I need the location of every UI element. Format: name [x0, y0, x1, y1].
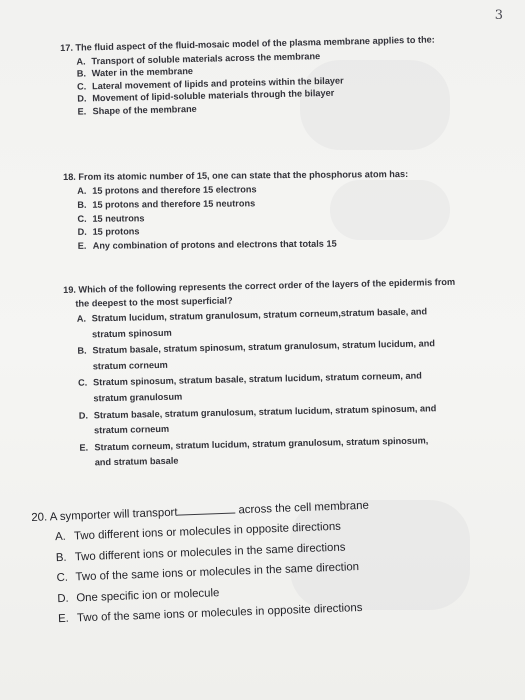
- option-letter: D.: [77, 227, 87, 238]
- answer-option: [78, 237, 444, 254]
- option-letter: B.: [55, 551, 67, 564]
- option-text: Movement of lipid-soluble materials through the bilayer: [92, 88, 335, 104]
- option-text: Stratum basale, stratum granulosum, stratum lucidum, stratum spinosum, and stratum corneum: [93, 402, 437, 436]
- option-text: Two different ions or molecules in opposite directions: [73, 520, 342, 543]
- question-stem-end: across the cell membrane: [238, 499, 370, 517]
- option-letter: B.: [76, 68, 87, 80]
- option-letter: D.: [77, 93, 87, 104]
- question-17: [60, 32, 462, 118]
- page-number: 3: [494, 8, 503, 23]
- option-text: One specific ion or molecule: [76, 586, 220, 604]
- option-letter: D.: [78, 410, 89, 421]
- answer-option: [79, 432, 467, 471]
- option-letter: C.: [77, 213, 87, 224]
- option-letter: B.: [77, 345, 87, 356]
- option-letter: A.: [76, 56, 86, 67]
- question-stem-continued: the deepest to the most superficial?: [75, 295, 233, 309]
- option-text: Stratum corneum, stratum lucidum, stratum granulosum, stratum spinosum, and stratum basale: [94, 435, 429, 468]
- option-letter: B.: [77, 199, 87, 210]
- fill-in-blank: [177, 503, 235, 516]
- option-text: Two of the same ions or molecules in the same direction: [75, 561, 360, 584]
- option-text: 15 protons: [92, 226, 140, 238]
- option-text: 15 protons and therefore 15 electrons: [92, 184, 257, 196]
- option-letter: A.: [54, 530, 67, 544]
- option-letter: A.: [77, 185, 87, 196]
- option-text: Shape of the membrane: [92, 103, 197, 116]
- question-18: [63, 167, 444, 254]
- option-text: Transport of soluble materials across the membrane: [91, 51, 321, 67]
- option-text: Lateral movement of lipids and proteins within the bilayer: [91, 75, 344, 92]
- option-letter: E.: [77, 240, 87, 252]
- option-text: Stratum basale, stratum spinosum, stratum granulosum, stratum lucidum, and stratum corneum: [92, 338, 436, 372]
- answer-options: [77, 182, 444, 254]
- option-letter: C.: [76, 81, 87, 92]
- option-text: Stratum spinosum, stratum basale, stratum lucidum, stratum corneum, and stratum granulosum: [92, 370, 422, 404]
- option-text: Two of the same ions or molecules in opposite directions: [76, 601, 363, 625]
- option-letter: E.: [77, 106, 87, 117]
- option-letter: E.: [57, 612, 70, 626]
- option-letter: C.: [77, 377, 88, 389]
- option-text: 15 neutrons: [92, 212, 145, 224]
- option-text: 15 protons and therefore 15 neutrons: [92, 198, 256, 210]
- option-text: Any combination of protons and electrons that totals 15: [92, 238, 337, 251]
- option-letter: D.: [57, 592, 69, 605]
- option-text: Stratum lucidum, stratum granulosum, stratum corneum,stratum basale, and stratum spinosum: [91, 306, 428, 339]
- question-stem: 19. Which of the following represents the correct order of the layers of the epidermis from: [63, 276, 456, 295]
- question-stem-start: 20. A symporter will transport: [31, 506, 178, 524]
- option-text: Water in the membrane: [91, 66, 194, 79]
- answer-options: [76, 47, 461, 118]
- question-20: [31, 493, 435, 630]
- option-letter: E.: [79, 442, 89, 453]
- question-stem: 17. The fluid aspect of the fluid-mosaic model of the plasma membrane applies to the:: [60, 34, 435, 53]
- option-letter: A.: [76, 313, 87, 324]
- question-19: [63, 275, 467, 473]
- question-stem: 18. From its atomic number of 15, one can state that the phosphorus atom has:: [63, 168, 409, 182]
- option-text: Two different ions or molecules in the same directions: [74, 541, 346, 563]
- answer-options: [77, 304, 467, 472]
- answer-options: [55, 513, 436, 629]
- option-letter: C.: [56, 571, 69, 585]
